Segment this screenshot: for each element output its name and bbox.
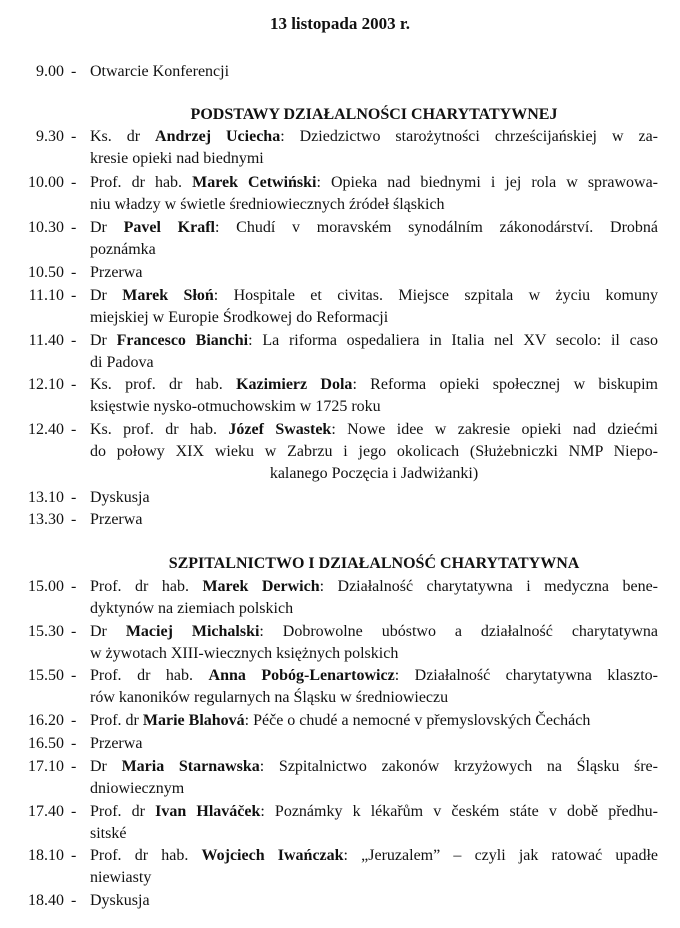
time: 10.30	[28, 219, 64, 236]
speaker-name: Józef Swastek	[228, 421, 332, 438]
time: 9.00	[36, 63, 64, 80]
time: 13.10	[28, 489, 64, 506]
section-heading-1: PODSTAWY DZIAŁALNOŚCI CHARYTATYWNEJ	[190, 106, 558, 123]
dash: -	[71, 623, 77, 640]
time: 18.40	[28, 892, 64, 909]
dash: -	[71, 128, 77, 145]
event-text: Dr Francesco Bianchi: La riforma ospedaliera in Italia nel XV secolo: il caso di Padova	[90, 332, 659, 371]
time: 13.30	[28, 511, 64, 528]
dash: -	[71, 376, 77, 393]
event-text: Przerwa	[90, 735, 143, 752]
event-text: Dyskusja	[90, 892, 150, 909]
time: 15.00	[28, 578, 64, 595]
event-text: Ks. prof. dr hab. Józef Swastek: Nowe idee w zakresie opieki nad dziećmi do połowy XIX wieku w Zabrzu i jego okolicach (Służebniczki NMP Niepo- kalanego Poczęcia i Jadwiżanki)	[90, 421, 658, 482]
dash: -	[71, 847, 77, 864]
dash: -	[71, 264, 77, 281]
speaker-name: Maria Starnawska	[121, 758, 260, 775]
date-title: 13 listopada 2003 r.	[269, 14, 411, 33]
dash: -	[71, 219, 77, 236]
event-text: Prof. dr hab. Marek Derwich: Działalność charytatywna i medyczna bene- dyktynów na ziemiach polskich	[90, 578, 658, 617]
dash: -	[71, 287, 77, 304]
dash: -	[71, 421, 77, 438]
event-text: Prof. dr Marie Blahová: Péče o chudé a nemocné v přemyslovských Čechách	[90, 712, 591, 729]
event-text: Prof. dr hab. Marek Cetwiński: Opieka nad biednymi i jej rola w sprawowa- niu władzy w świetle średniowiecznych źródeł śląskich	[90, 174, 659, 213]
event-text: Otwarcie Konferencji	[90, 63, 230, 80]
dash: -	[71, 63, 77, 80]
time: 9.30	[36, 128, 64, 145]
event-text: Dyskusja	[90, 489, 150, 506]
speaker-name: Wojciech Iwańczak	[201, 847, 344, 864]
section-heading-2: SZPITALNICTWO I DZIAŁALNOŚĆ CHARYTATYWNA	[168, 555, 580, 572]
time: 17.40	[28, 803, 64, 820]
speaker-name: Marek Derwich	[202, 578, 320, 595]
speaker-name: Pavel Krafl	[123, 219, 215, 236]
time: 10.00	[28, 174, 64, 191]
time: 15.30	[28, 623, 64, 640]
time: 17.10	[28, 758, 64, 775]
dash: -	[71, 758, 77, 775]
speaker-name: Marek Cetwiński	[192, 174, 317, 191]
event-text: Przerwa	[90, 511, 143, 528]
time: 11.10	[28, 287, 64, 304]
time: 15.50	[28, 667, 64, 684]
event-text: Dr Marek Słoń: Hospitale et civitas. Miejsce szpitala w życiu komuny miejskiej w Europie Środkowej do Reformacji	[90, 287, 659, 326]
speaker-name: Andrzej Uciecha	[155, 128, 281, 145]
speaker-name: Francesco Bianchi	[116, 332, 249, 349]
dash: -	[71, 892, 77, 909]
speaker-name: Marek Słoń	[122, 287, 214, 304]
event-text: Ks. prof. dr hab. Kazimierz Dola: Reforma opieki społecznej w biskupim księstwie nysko-otmuchowskim w 1725 roku	[90, 376, 658, 415]
dash: -	[71, 511, 77, 528]
dash: -	[71, 667, 77, 684]
event-text: Prof. dr hab. Anna Pobóg-Lenartowicz: Działalność charytatywna klaszto- rów kanoników regularnych na Śląsku w średniowieczu	[90, 667, 659, 706]
dash: -	[71, 803, 77, 820]
speaker-name: Marie Blahová	[142, 712, 245, 729]
dash: -	[71, 332, 77, 349]
time: 10.50	[28, 264, 64, 281]
speaker-name: Kazimierz Dola	[236, 376, 353, 393]
time: 16.20	[28, 712, 64, 729]
time: 16.50	[28, 735, 64, 752]
dash: -	[71, 735, 77, 752]
speaker-name: Ivan Hlaváček	[155, 803, 261, 820]
dash: -	[71, 712, 77, 729]
speaker-name: Maciej Michalski	[125, 623, 260, 640]
dash: -	[71, 578, 77, 595]
event-text: Przerwa	[90, 264, 143, 281]
time: 12.10	[28, 376, 64, 393]
time: 18.10	[28, 847, 64, 864]
event-text: Prof. dr Ivan Hlaváček: Poznámky k lékařům v českém státe v době předhu- sitské	[90, 803, 658, 842]
dash: -	[71, 174, 77, 191]
event-text: Prof. dr hab. Wojciech Iwańczak: „Jeruzalem” – czyli jak ratować upadłe niewiasty	[90, 847, 658, 886]
speaker-name: Anna Pobóg-Lenartowicz	[208, 667, 395, 684]
event-text: Dr Pavel Krafl: Chudí v moravském synodálním zákonodárství. Drobná poznámka	[90, 219, 659, 258]
event-text: Dr Maria Starnawska: Szpitalnictwo zakonów krzyżowych na Śląsku śre- dniowiecznym	[90, 758, 658, 797]
time: 11.40	[28, 332, 64, 349]
event-text: Ks. dr Andrzej Uciecha: Dziedzictwo starożytności chrześcijańskiej w za- kresie opieki nad biednymi	[90, 128, 659, 167]
dash: -	[71, 489, 77, 506]
time: 12.40	[28, 421, 64, 438]
event-text: Dr Maciej Michalski: Dobrowolne ubóstwo a działalność charytatywna w żywotach XIII-wiecznych księżnych polskich	[90, 623, 658, 662]
